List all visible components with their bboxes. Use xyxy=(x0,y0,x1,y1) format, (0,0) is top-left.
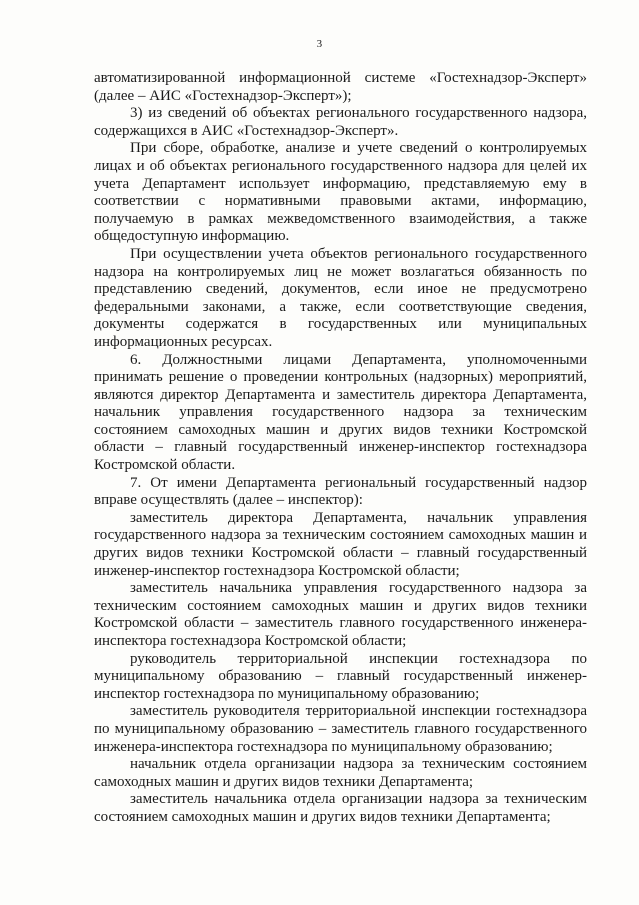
paragraph: При осуществлении учета объектов регионального государственного надзора на контролируемых лиц не может возлагаться обязанность по представлению сведений, документов, если иное не предусмотрено федеральными законами, а также, если соответствующие сведения, документы содержатся в государственных или муниципальных информационных ресурсах. xyxy=(94,245,587,350)
paragraph: заместитель начальника отдела организации надзора за техническим состоянием самоходных машин и других видов техники Департамента; xyxy=(94,791,587,825)
document-body xyxy=(94,70,587,827)
paragraph: 3) из сведений об объектах регионального государственного надзора, содержащихся в АИС «Гостехнадзор-Эксперт». xyxy=(94,105,587,139)
paragraph: автоматизированной информационной системе «Гостехнадзор-Эксперт» (далее – АИС «Гостехнадзор-Эксперт»); xyxy=(94,70,587,104)
paragraph: заместитель руководителя территориальной инспекции гостехнадзора по муниципальному образованию – заместитель главного государственного инженера-инспектора гостехнадзора по муниципальному образованию; xyxy=(94,703,587,755)
paragraph: заместитель директора Департамента, начальник управления государственного надзора за техническим состоянием самоходных машин и других видов техники Костромской области – главный государственный инженер-инспектор гостехнадзора Костромской области; xyxy=(94,509,587,579)
page-number: 3 xyxy=(316,38,323,50)
paragraph: заместитель начальника управления государственного надзора за техническим состоянием самоходных машин и других видов техники Костромской области – заместитель главного государственного инженера-инспектора гостехнадзора Костромской области; xyxy=(94,580,587,649)
paragraph: начальник отдела организации надзора за техническим состоянием самоходных машин и других видов техники Департамента; xyxy=(94,756,587,790)
paragraph: При сборе, обработке, анализе и учете сведений о контролируемых лицах и об объектах регионального государственного надзора для целей их учета Департамент использует информацию, представляемую ему в соответствии с нормативными правовыми актами, информацию, получаемую в рамках межведомственного взаимодействия, а также общедоступную информацию. xyxy=(94,140,587,245)
paragraph: 6. Должностными лицами Департамента, уполномоченными принимать решение о проведении контрольных (надзорных) мероприятий, являются директор Департамента и заместитель директора Департамента, начальник управления государственного надзора за техническим состоянием самоходных машин и других видов техники Костромской области – главный государственный инженер-инспектор гостехнадзора Костромской области. xyxy=(94,351,587,474)
paragraph: руководитель территориальной инспекции гостехнадзора по муниципальному образованию – главный государственный инженер-инспектор гостехнадзора по муниципальному образованию; xyxy=(94,650,587,702)
paragraph: 7. От имени Департамента региональный государственный надзор вправе осуществлять (далее – инспектор): xyxy=(94,474,587,509)
